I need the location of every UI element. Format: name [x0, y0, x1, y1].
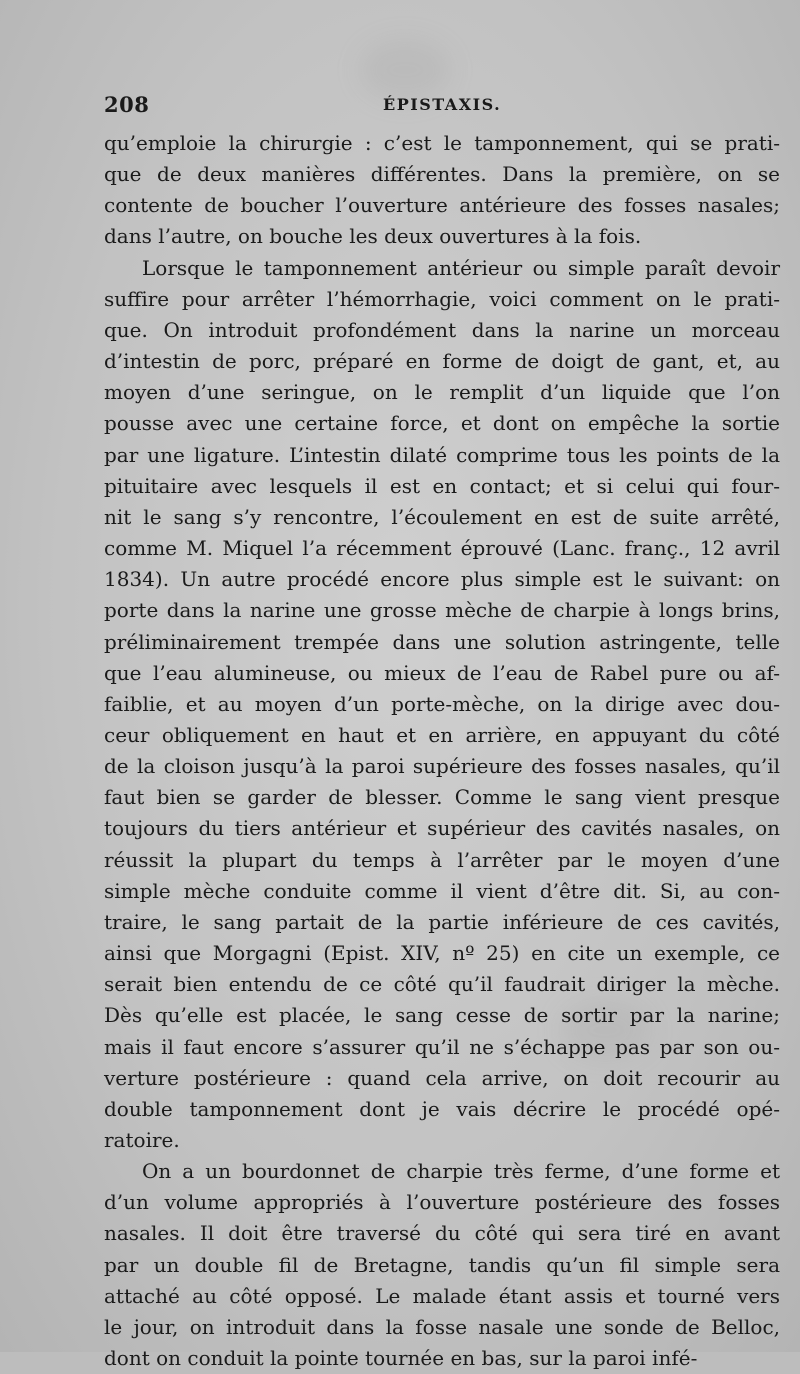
text-line: moyen d’une seringue, on le remplit d’un liquide que l’on: [104, 380, 780, 405]
text-line: serait bien entendu de ce côté qu’il faudrait diriger la mèche.: [104, 972, 780, 997]
paragraph: [104, 1156, 780, 1374]
page-number: 208: [104, 92, 150, 117]
text-line: pousse avec une certaine force, et dont on empêche la sortie: [104, 411, 780, 436]
text-line: mais il faut encore s’assurer qu’il ne s’échappe pas par son ou-: [104, 1034, 780, 1059]
text-line: faiblie, et au moyen d’un porte-mèche, on la dirige avec dou-: [104, 691, 780, 716]
text-line: contente de boucher l’ouverture antérieure des fosses nasales;: [104, 193, 780, 218]
running-title: ÉPISTAXIS.: [383, 95, 502, 114]
page-header: [104, 92, 764, 122]
text-line: Dès qu’elle est placée, le sang cesse de sortir par la narine;: [104, 1003, 780, 1028]
text-line: 1834). Un autre procédé encore plus simple est le suivant: on: [104, 567, 780, 592]
text-line: que l’eau alumineuse, ou mieux de l’eau de Rabel pure ou af-: [104, 660, 780, 685]
text-line: que. On introduit profondément dans la narine un morceau: [104, 317, 780, 342]
text-line: attaché au côté opposé. Le malade étant assis et tourné vers: [104, 1283, 780, 1308]
text-line: d’un volume appropriés à l’ouverture postérieure des fosses: [104, 1190, 780, 1215]
text-line: le jour, on introduit dans la fosse nasale une sonde de Belloc,: [104, 1314, 780, 1339]
text-line: suffire pour arrêter l’hémorrhagie, voici comment on le prati-: [104, 286, 780, 311]
text-line: double tamponnement dont je vais décrire le procédé opé-: [104, 1096, 780, 1121]
text-line: On a un bourdonnet de charpie très ferme, d’une forme et: [142, 1159, 780, 1184]
text-line: toujours du tiers antérieur et supérieur des cavités nasales, on: [104, 816, 780, 841]
text-line: faut bien se garder de blesser. Comme le sang vient presque: [104, 785, 780, 810]
paragraph: [104, 253, 780, 1157]
text-line: que de deux manières différentes. Dans la première, on se: [104, 162, 780, 187]
text-line: dans l’autre, on bouche les deux ouvertures à la fois.: [104, 224, 642, 249]
text-line: porte dans la narine une grosse mèche de charpie à longs brins,: [104, 598, 780, 623]
text-line: réussit la plupart du temps à l’arrêter par le moyen d’une: [104, 847, 780, 872]
paper-stain: [360, 40, 450, 100]
body-text: [104, 128, 780, 1374]
text-line: traire, le sang partait de la partie inférieure de ces cavités,: [104, 909, 780, 934]
text-line: pituitaire avec lesquels il est en contact; et si celui qui four-: [104, 473, 780, 498]
text-line: nasales. Il doit être traversé du côté qui sera tiré en avant: [104, 1221, 780, 1246]
text-line: préliminairement trempée dans une solution astringente, telle: [104, 629, 780, 654]
text-line: de la cloison jusqu’à la paroi supérieure des fosses nasales, qu’il: [104, 754, 780, 779]
text-line: ceur obliquement en haut et en arrière, en appuyant du côté: [104, 722, 780, 747]
text-line: d’intestin de porc, préparé en forme de doigt de gant, et, au: [104, 349, 780, 374]
text-line: ainsi que Morgagni (Epist. XIV, nº 25) en cite un exemple, ce: [104, 941, 780, 966]
text-line: qu’emploie la chirurgie : c’est le tamponnement, qui se prati-: [104, 131, 780, 155]
text-line: Lorsque le tamponnement antérieur ou simple paraît devoir: [142, 255, 780, 280]
text-line: ratoire.: [104, 1128, 180, 1152]
text-line: comme M. Miquel l’a récemment éprouvé (Lanc. franç., 12 avril: [104, 536, 780, 561]
paragraph: [104, 128, 780, 253]
text-line: par un double fil de Bretagne, tandis qu’un fil simple sera: [104, 1252, 780, 1277]
text-line: verture postérieure : quand cela arrive, on doit recourir au: [104, 1065, 780, 1090]
text-line: dont on conduit la pointe tournée en bas, sur la paroi infé-: [104, 1346, 698, 1371]
text-line: par une ligature. L’intestin dilaté comprime tous les points de la: [104, 442, 780, 467]
text-line: nit le sang s’y rencontre, l’écoulement en est de suite arrêté,: [104, 504, 780, 529]
text-line: simple mèche conduite comme il vient d’être dit. Si, au con-: [104, 878, 780, 903]
